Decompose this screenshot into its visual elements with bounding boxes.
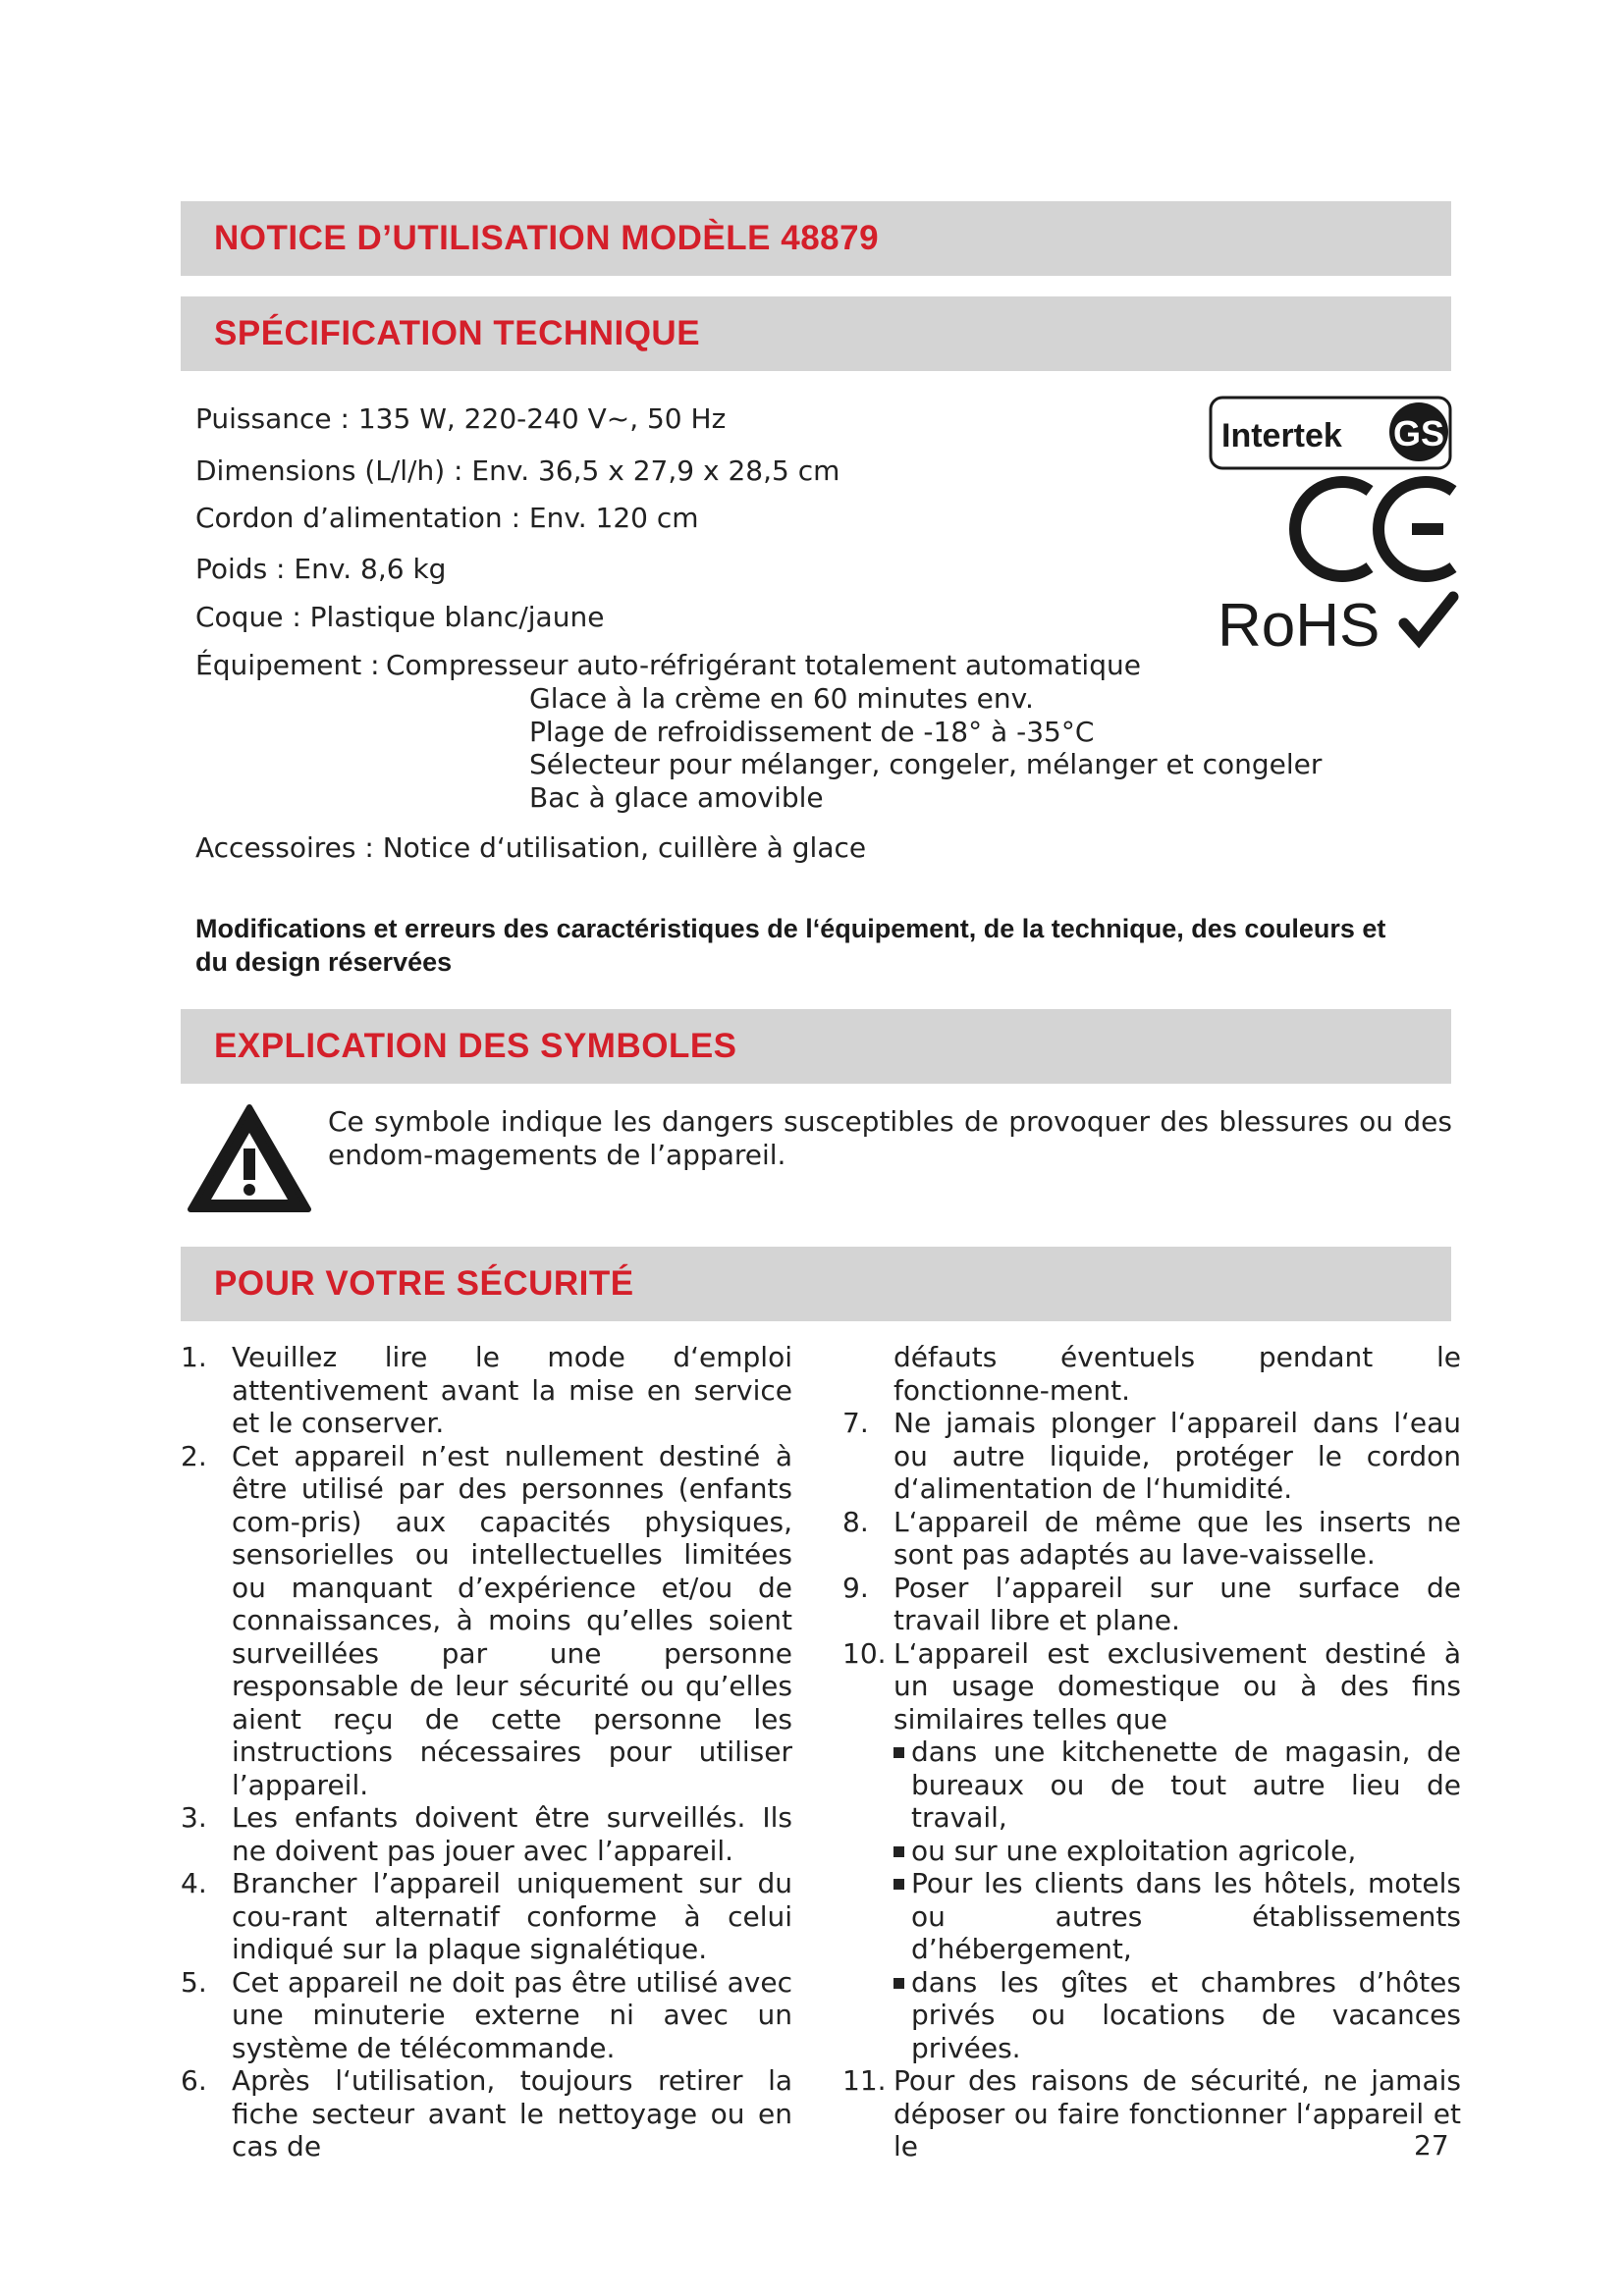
safety-bullet-list — [842, 1735, 1461, 2064]
gs-label: GS — [1392, 413, 1445, 454]
spec-heading: SPÉCIFICATION TECHNIQUE — [214, 314, 701, 352]
symbols-heading-bar — [181, 1009, 1451, 1084]
safety-item-text: L‘appareil est exclusivement destiné à un usage domestique ou à des fins similaires telles que — [893, 1636, 1461, 1735]
safety-item-number: 6. — [181, 2064, 207, 2097]
spec-equipement-line: Glace à la crème en 60 minutes env. — [529, 682, 1034, 715]
symbols-heading: EXPLICATION DES SYMBOLES — [214, 1027, 737, 1065]
ce-mark — [1295, 482, 1453, 576]
disclaimer: Modifications et erreurs des caractéristiques de l‘équipement, de la technique, des couleurs et du design réservées — [195, 914, 1386, 977]
warning-icon — [187, 1103, 312, 1215]
safety-item — [181, 1341, 792, 1440]
page-title: NOTICE D’UTILISATION MODÈLE 48879 — [214, 219, 880, 257]
spec-puissance: Puissance : 135 W, 220-240 V~, 50 Hz — [195, 402, 727, 435]
rohs-checkmark — [1404, 597, 1453, 640]
safety-item — [842, 1407, 1461, 1506]
safety-item-text: Ne jamais plonger l‘appareil dans l‘eau ou autre liquide, protéger le cordon d‘alimentation de l‘humidité. — [893, 1407, 1461, 1505]
bullet-square-icon — [893, 1978, 904, 1989]
safety-item-text: Veuillez lire le mode d‘emploi attentivement avant la mise en service et le conserver. — [232, 1341, 792, 1439]
safety-item-number: 9. — [842, 1571, 869, 1604]
spec-equipement-line: Bac à glace amovible — [529, 781, 824, 814]
spec-cordon: Cordon d’alimentation : Env. 120 cm — [195, 502, 699, 534]
safety-item-text: Les enfants doivent être surveillés. Ils ne doivent pas jouer avec l’appareil. — [232, 1801, 792, 1867]
safety-item-number: 2. — [181, 1439, 207, 1472]
safety-item — [181, 1801, 792, 1867]
safety-item-number: 5. — [181, 1965, 207, 1999]
safety-item-text: Cet appareil n’est nullement destiné à être utilisé par des personnes (enfants com-pris) aux capacités physiques, sensorielles ou intellectuelles limitées ou manquant d’expérience et/ou de connaissances, à moins qu’elles soient surveillées par une personne responsable de leur sécurité ou qu’elles aient reçu de cette personne les instructions nécessaires pour utiliser l’appareil. — [232, 1439, 792, 1801]
safety-item — [181, 1440, 792, 1802]
warning-description: Ce symbole indique les dangers susceptibles de provoquer des blessures ou des endom-magements de l’appareil. — [328, 1105, 1452, 1171]
safety-item-number: 3. — [181, 1801, 207, 1834]
certification-logos-graphic — [1208, 393, 1463, 658]
safety-item — [181, 1966, 792, 2065]
safety-item-number: 4. — [181, 1867, 207, 1899]
safety-item-text: Cet appareil ne doit pas être utilisé avec une minuterie externe ni avec un système de télécommande. — [232, 1965, 792, 2064]
safety-bullet — [842, 1966, 1461, 2065]
spec-heading-bar — [181, 296, 1451, 371]
spec-equipement-line: Sélecteur pour mélanger, congeler, mélanger et congeler — [529, 748, 1323, 780]
safety-heading: POUR VOTRE SÉCURITÉ — [214, 1264, 634, 1303]
safety-right-column — [842, 1341, 1461, 2163]
safety-item-text: Après l‘utilisation, toujours retirer la fiche secteur avant le nettoyage ou en cas de — [232, 2064, 792, 2163]
safety-item-number: 10. — [842, 1636, 887, 1670]
spec-equipement-line: Compresseur auto-réfrigérant totalement automatique — [386, 649, 1141, 681]
page-number: 27 — [1414, 2129, 1449, 2162]
safety-heading-bar — [181, 1247, 1451, 1321]
safety-item — [181, 1867, 792, 1966]
safety-item — [842, 2064, 1461, 2163]
safety-bullet-text: ou sur une exploitation agricole, — [911, 1834, 1357, 1867]
safety-item — [842, 1506, 1461, 1572]
safety-bullet — [842, 1835, 1461, 1868]
bullet-square-icon — [893, 1879, 904, 1890]
safety-item — [181, 2064, 792, 2163]
safety-bullet-text: dans une kitchenette de magasin, de bureaux ou de tout autre lieu de travail, — [911, 1735, 1461, 1834]
spec-poids: Poids : Env. 8,6 kg — [195, 553, 447, 585]
safety-bullet — [842, 1735, 1461, 1835]
safety-bullet-text: dans les gîtes et chambres d’hôtes privés ou locations de vacances privées. — [911, 1965, 1461, 2064]
title-bar — [181, 201, 1451, 276]
safety-left-column — [181, 1341, 792, 2163]
safety-item-text: L‘appareil de même que les inserts ne sont pas adaptés au lave-vaisselle. — [893, 1505, 1461, 1571]
spec-coque: Coque : Plastique blanc/jaune — [195, 601, 605, 633]
safety-bullet — [842, 1867, 1461, 1966]
safety-item-text: Brancher l’appareil uniquement sur du cou-rant alternatif conforme à celui indiqué sur la plaque signalétique. — [232, 1867, 792, 1965]
safety-item-number: 8. — [842, 1505, 869, 1538]
bullet-square-icon — [893, 1747, 904, 1758]
safety-item-continuation — [842, 1341, 1461, 1407]
bullet-square-icon — [893, 1846, 904, 1857]
safety-item-number: 11. — [842, 2064, 887, 2097]
rohs-label: RoHS — [1218, 592, 1380, 658]
safety-bullet-text: Pour les clients dans les hôtels, motels ou autres établissements d’hébergement, — [911, 1867, 1461, 1965]
safety-item — [842, 1572, 1461, 1637]
certification-logos — [1208, 393, 1463, 658]
intertek-label: Intertek — [1221, 417, 1342, 454]
spec-accessoires: Accessoires : Notice d‘utilisation, cuillère à glace — [195, 831, 867, 864]
safety-item — [842, 1637, 1461, 1736]
spec-dimensions: Dimensions (L/l/h) : Env. 36,5 x 27,9 x 28,5 cm — [195, 454, 840, 487]
safety-item-number: 7. — [842, 1407, 869, 1439]
spec-equipement-line: Plage de refroidissement de -18° à -35°C — [529, 716, 1095, 748]
safety-item-text: défauts éventuels pendant le fonctionne-ment. — [893, 1341, 1461, 1407]
spec-equipement-label: Équipement : — [195, 649, 380, 681]
safety-item-text: Poser l’appareil sur une surface de travail libre et plane. — [893, 1571, 1461, 1636]
safety-item-number: 1. — [181, 1341, 207, 1373]
safety-item-text: Pour des raisons de sécurité, ne jamais déposer ou faire fonctionner l‘appareil et le — [893, 2064, 1461, 2163]
